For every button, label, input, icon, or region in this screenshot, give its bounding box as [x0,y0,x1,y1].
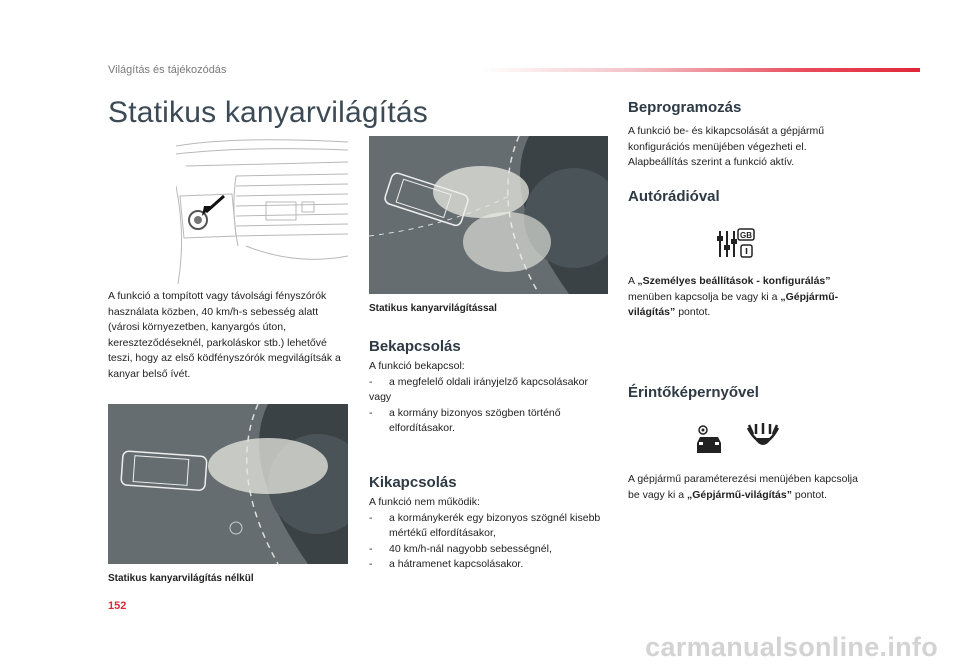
figure-without-caption: Statikus kanyarvilágítás nélkül [108,573,254,584]
radio-menu-name: „Személyes beállítások - konfigurálás” [637,275,831,287]
programming-title: Beprogramozás [628,99,742,116]
touchscreen-text-pre: A gépjármű paraméterezési menüjében kapcsolja be vagy ki a [628,473,858,501]
activation-list [369,375,614,391]
settings-gb-icon [716,227,756,261]
activation-intro: A funkció bekapcsol: [369,360,465,372]
section-label: Világítás és tájékozódás [108,64,227,76]
list-item: - a kormánykerék egy bizonyos szögnél kisebb mértékű elfordításakor, [369,511,609,542]
cornering-light-without-illustration [108,404,348,564]
deactivation-section [369,495,609,573]
deactivation-intro: A funkció nem működik: [369,496,480,508]
touchscreen-option-name: „Gépjármű-világítás” [686,488,792,501]
radio-option-name: „Gépjármű-világítás” [628,290,839,318]
radio-text-pre: A [628,275,638,287]
figure-without-cornering-light [108,404,348,564]
deactivation-title: Kikapcsolás [369,474,457,491]
radio-text [628,274,868,321]
intro-text: A funkció a tompított vagy távolsági fényszórók használata közben, 40 km/h-s sebesség alatt (városi környezetben, kanyargós úton, kereszteződéseknél, parkoláskor stb.) lehetővé teszi, hogy az első ködfényszórók megvilágítsák a kanyar belső ívét. [108,290,341,380]
activation-title: Bekapcsolás [369,338,461,355]
figure-with-caption: Statikus kanyarvilágítással [369,303,497,314]
fog-lamp-diagram-icon [176,136,348,284]
activation-connector: vagy [369,391,392,403]
touchscreen-text-post: pontot. [791,488,828,501]
car-settings-icon [694,423,724,455]
watermark: carmanualsonline.info [645,632,938,662]
list-item: - 40 km/h-nál nagyobb sebességnél, [369,542,609,558]
page-title: Statikus kanyarvilágítás [108,96,428,129]
figure-with-cornering-light [369,136,608,294]
activation-section [369,359,614,437]
programming-text: A funkció be- és kikapcsolását a gépjármű konfigurációs menüjében végezheti el. Alapbeállítás szerint a funkció aktív. [628,125,825,168]
list-item: - a megfelelő oldali irányjelző kapcsolásakor [369,375,614,391]
touchscreen-title: Érintőképernyővel [628,384,759,401]
deactivation-list [369,511,609,573]
header-accent-line [480,68,920,72]
list-item: - a hátramenet kapcsolásakor. [369,557,609,573]
list-item: - a kormány bizonyos szögben történő elfordításakor. [369,406,614,437]
page-number: 152 [108,600,127,612]
radio-text-post: pontot. [675,306,711,318]
cornering-light-with-illustration [369,136,608,294]
gb-badge: GB [740,231,752,240]
radio-text-mid: menüben kapcsolja be vagy ki a [628,290,781,303]
touchscreen-text [628,472,868,503]
radio-title: Autórádióval [628,188,720,205]
foglamp-diagram [176,136,348,284]
steering-wheel-icon [744,422,782,456]
activation-list-2 [369,406,614,437]
